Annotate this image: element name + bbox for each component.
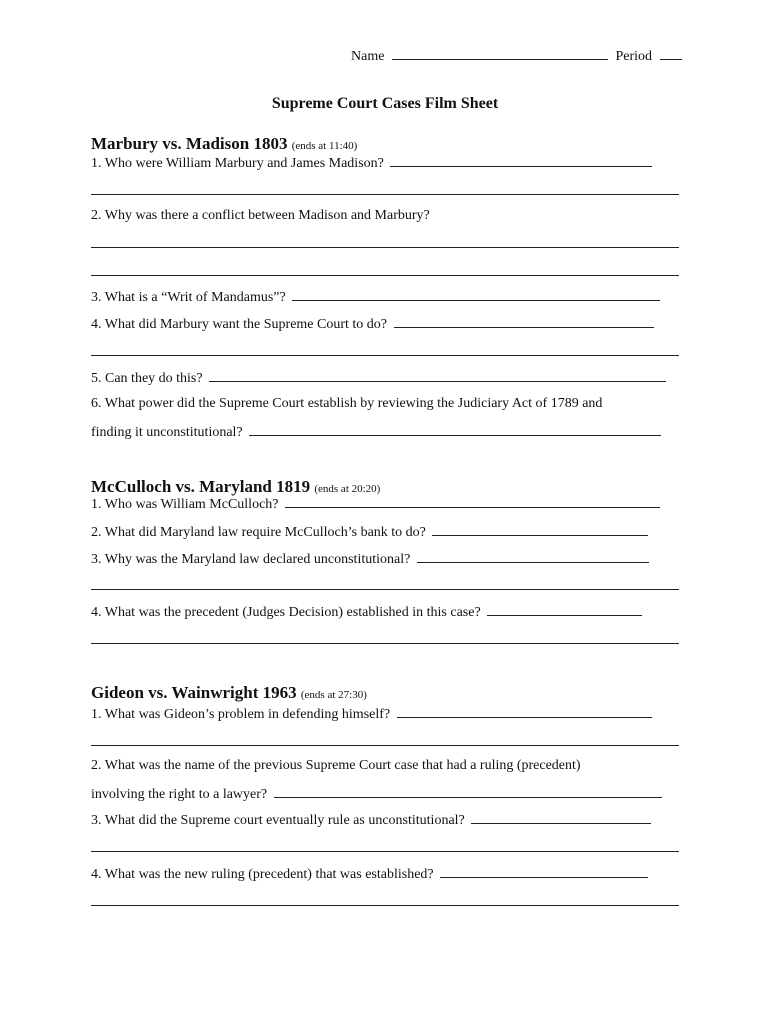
answer-blank[interactable] bbox=[471, 811, 651, 824]
answer-blank[interactable] bbox=[285, 495, 660, 508]
answer-line[interactable] bbox=[91, 275, 679, 276]
question-item bbox=[91, 369, 666, 387]
question-text: 2. What did Maryland law require McCulloch’s bank to do? bbox=[91, 525, 426, 540]
period-blank[interactable] bbox=[660, 47, 682, 60]
question-text: 2. What was the name of the previous Supreme Court case that had a ruling (precedent) bbox=[91, 758, 581, 773]
question-text: 4. What was the precedent (Judges Decision) established in this case? bbox=[91, 605, 481, 620]
question-text: 2. Why was there a conflict between Madison and Marbury? bbox=[91, 208, 430, 223]
question-item bbox=[91, 550, 649, 568]
answer-blank[interactable] bbox=[390, 154, 652, 167]
name-blank[interactable] bbox=[392, 47, 608, 60]
question-text: 4. What was the new ruling (precedent) that was established? bbox=[91, 867, 434, 882]
answer-blank[interactable] bbox=[249, 423, 661, 436]
question-item bbox=[91, 705, 652, 723]
answer-blank[interactable] bbox=[274, 785, 662, 798]
answer-blank[interactable] bbox=[432, 523, 648, 536]
case-note: (ends at 27:30) bbox=[300, 689, 367, 701]
answer-line[interactable] bbox=[91, 589, 679, 590]
question-text: 3. Why was the Maryland law declared unconstitutional? bbox=[91, 552, 411, 567]
question-text: involving the right to a lawyer? bbox=[91, 787, 268, 802]
question-text: 6. What power did the Supreme Court establish by reviewing the Judiciary Act of 1789 and bbox=[91, 396, 603, 411]
question-item bbox=[91, 315, 654, 333]
answer-line[interactable] bbox=[91, 247, 679, 248]
case-heading bbox=[91, 477, 380, 497]
question-item bbox=[91, 154, 652, 172]
answer-line[interactable] bbox=[91, 355, 679, 356]
question-text: 1. What was Gideon’s problem in defending himself? bbox=[91, 707, 391, 722]
answer-line[interactable] bbox=[91, 745, 679, 746]
question-item bbox=[91, 423, 661, 441]
page-title: Supreme Court Cases Film Sheet bbox=[271, 95, 499, 112]
question-item bbox=[91, 396, 602, 412]
answer-blank[interactable] bbox=[417, 550, 649, 563]
question-item bbox=[91, 288, 660, 306]
question-text: 3. What is a “Writ of Mandamus”? bbox=[91, 290, 286, 305]
period-label: Period bbox=[615, 49, 652, 64]
name-label: Name bbox=[351, 49, 385, 64]
question-item bbox=[91, 865, 648, 883]
case-heading bbox=[91, 134, 357, 154]
question-item bbox=[91, 785, 662, 803]
case-title: Marbury vs. Madison 1803 bbox=[91, 134, 288, 153]
question-item bbox=[91, 758, 581, 774]
question-text: 1. Who were William Marbury and James Madison? bbox=[91, 156, 384, 171]
question-text: 1. Who was William McCulloch? bbox=[91, 497, 279, 512]
answer-blank[interactable] bbox=[397, 705, 652, 718]
question-item bbox=[91, 603, 642, 621]
answer-blank[interactable] bbox=[440, 865, 648, 878]
question-text: 4. What did Marbury want the Supreme Court to do? bbox=[91, 317, 388, 332]
question-text: finding it unconstitutional? bbox=[91, 425, 243, 440]
name-period-header bbox=[351, 47, 682, 65]
case-title: Gideon vs. Wainwright 1963 bbox=[91, 683, 297, 702]
case-heading bbox=[91, 683, 367, 703]
case-title: McCulloch vs. Maryland 1819 bbox=[91, 477, 311, 496]
answer-blank[interactable] bbox=[209, 369, 666, 382]
answer-blank[interactable] bbox=[292, 288, 660, 301]
answer-blank[interactable] bbox=[394, 315, 654, 328]
question-item bbox=[91, 495, 660, 513]
question-item bbox=[91, 208, 430, 224]
answer-line[interactable] bbox=[91, 851, 679, 852]
case-note: (ends at 20:20) bbox=[314, 483, 381, 495]
answer-line[interactable] bbox=[91, 905, 679, 906]
answer-line[interactable] bbox=[91, 194, 679, 195]
answer-blank[interactable] bbox=[487, 603, 642, 616]
question-text: 5. Can they do this? bbox=[91, 371, 203, 386]
answer-line[interactable] bbox=[91, 643, 679, 644]
case-note: (ends at 11:40) bbox=[291, 140, 358, 152]
question-item bbox=[91, 523, 648, 541]
question-text: 3. What did the Supreme court eventually rule as unconstitutional? bbox=[91, 813, 465, 828]
question-item bbox=[91, 811, 651, 829]
